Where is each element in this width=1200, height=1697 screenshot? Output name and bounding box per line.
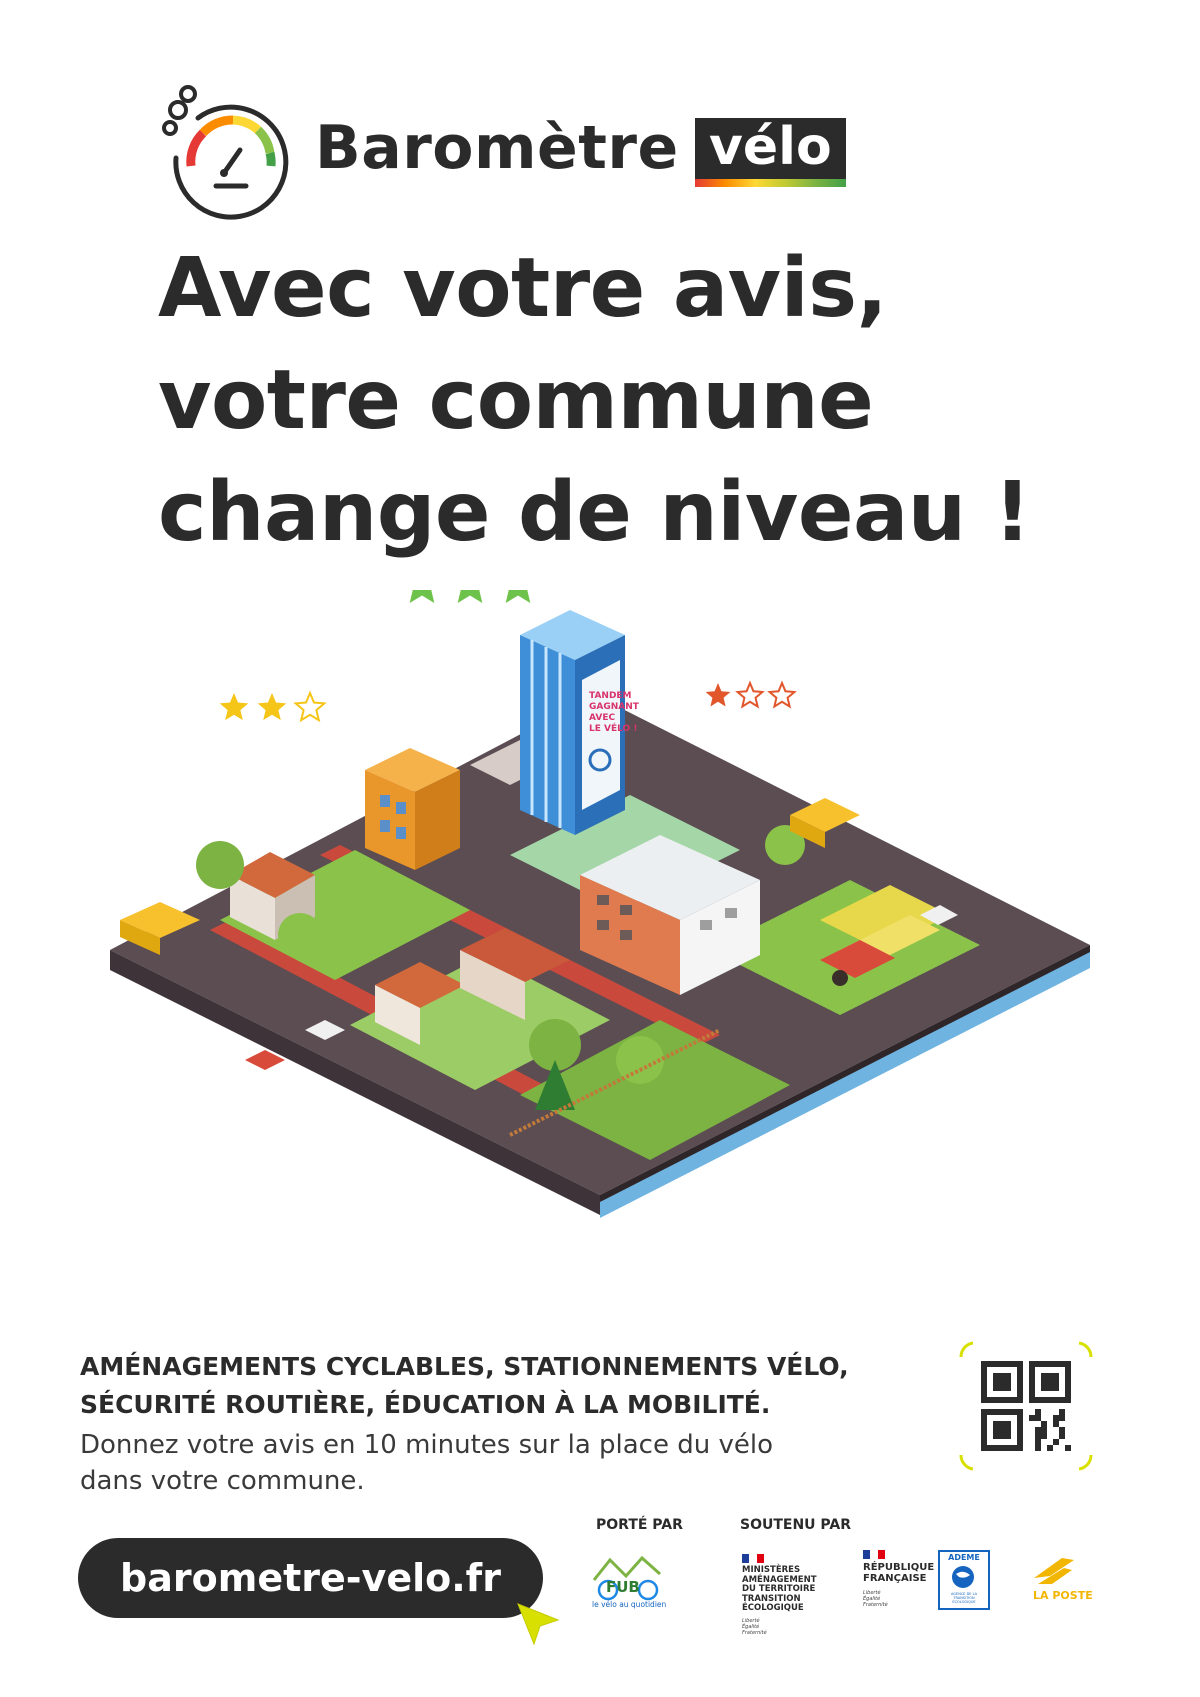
banner-line-3: AVEC (589, 713, 616, 723)
url-button[interactable] (78, 1538, 543, 1618)
qr-finder (993, 1421, 1011, 1439)
star-icon (220, 693, 249, 720)
qr-module (1065, 1445, 1071, 1451)
qr-module (1053, 1439, 1059, 1445)
qr-module (1035, 1439, 1041, 1445)
banner-line-4: LE VÉLO ! (589, 724, 638, 734)
french-flag-icon (863, 1550, 885, 1559)
star-icon (450, 590, 490, 603)
ademe-subtitle: AGENCE DE LA TRANSITION ÉCOLOGIQUE (950, 1592, 978, 1604)
description-line-2: dans votre commune. (80, 1466, 365, 1496)
qr-module (1059, 1427, 1065, 1433)
qr-module (1035, 1409, 1041, 1415)
ministeres-motto: Liberté Égalité Fraternité (742, 1618, 767, 1636)
fub-name: FUB (606, 1578, 640, 1596)
qr-code[interactable] (955, 1335, 1097, 1477)
republique-text: RÉPUBLIQUE FRANÇAISE (863, 1562, 935, 1584)
star-icon (296, 693, 325, 720)
brand-badge-label: vélo (709, 117, 832, 177)
star-icon (402, 590, 442, 603)
brand-badge (695, 118, 846, 179)
french-flag-icon (742, 1554, 764, 1563)
star-icon (770, 683, 795, 707)
qr-module (1053, 1415, 1059, 1421)
star-icon (738, 683, 763, 707)
ministeres-text: MINISTÈRES AMÉNAGEMENT DU TERRITOIRE TRANSITION ÉCOLOGIQUE (742, 1565, 817, 1613)
qr-module (1035, 1427, 1041, 1433)
qr-module (1059, 1409, 1065, 1415)
qr-module (1059, 1433, 1065, 1439)
speedometer-icon (158, 78, 298, 238)
star-icon (258, 693, 287, 720)
description-line-1: Donnez votre avis en 10 minutes sur la place du vélo (80, 1430, 773, 1460)
left-rating (220, 693, 325, 720)
star-icon (706, 683, 731, 707)
headline-line-2: votre commune (158, 353, 874, 448)
la-poste-bird-icon (1032, 1556, 1076, 1586)
url-label: barometre-velo.fr (120, 1556, 501, 1600)
topic-line-2: SÉCURITÉ ROUTIÈRE, ÉDUCATION À LA MOBILITÉ. (80, 1390, 771, 1419)
qr-module (1035, 1415, 1041, 1421)
qr-module (1035, 1445, 1041, 1451)
rainbow-bar (695, 179, 846, 187)
globe-icon (951, 1565, 975, 1589)
cursor-icon (512, 1598, 564, 1650)
qr-finder (993, 1373, 1011, 1391)
right-rating (706, 683, 795, 707)
qr-module (1035, 1433, 1041, 1439)
qr-finder (1041, 1373, 1059, 1391)
banner-line-2: GAGNANT (589, 702, 639, 712)
brand-name: Baromètre (315, 113, 679, 183)
porte-par-label: PORTÉ PAR (596, 1517, 683, 1533)
republique-motto: Liberté Égalité Fraternité (863, 1590, 888, 1608)
fub-tagline: le vélo au quotidien (592, 1600, 667, 1609)
topic-line-1: AMÉNAGEMENTS CYCLABLES, STATIONNEMENTS VÉLO, (80, 1352, 849, 1381)
ademe-name: ADEME (948, 1553, 980, 1562)
qr-module (1041, 1433, 1047, 1439)
qr-module (1053, 1421, 1059, 1427)
star-icon (498, 590, 538, 603)
headline-line-3: change de niveau ! (158, 465, 1031, 560)
qr-module (1041, 1421, 1047, 1427)
qr-module (1029, 1415, 1035, 1421)
center-rating (402, 590, 538, 603)
city-illustration (100, 590, 1100, 1310)
la-poste-name: LA POSTE (1033, 1589, 1093, 1602)
qr-module (1041, 1427, 1047, 1433)
qr-module (1059, 1415, 1065, 1421)
soutenu-par-label: SOUTENU PAR (740, 1517, 852, 1533)
banner-line-1: TANDEM (589, 691, 632, 701)
headline-line-1: Avec votre avis, (158, 241, 888, 336)
qr-module (1047, 1445, 1053, 1451)
